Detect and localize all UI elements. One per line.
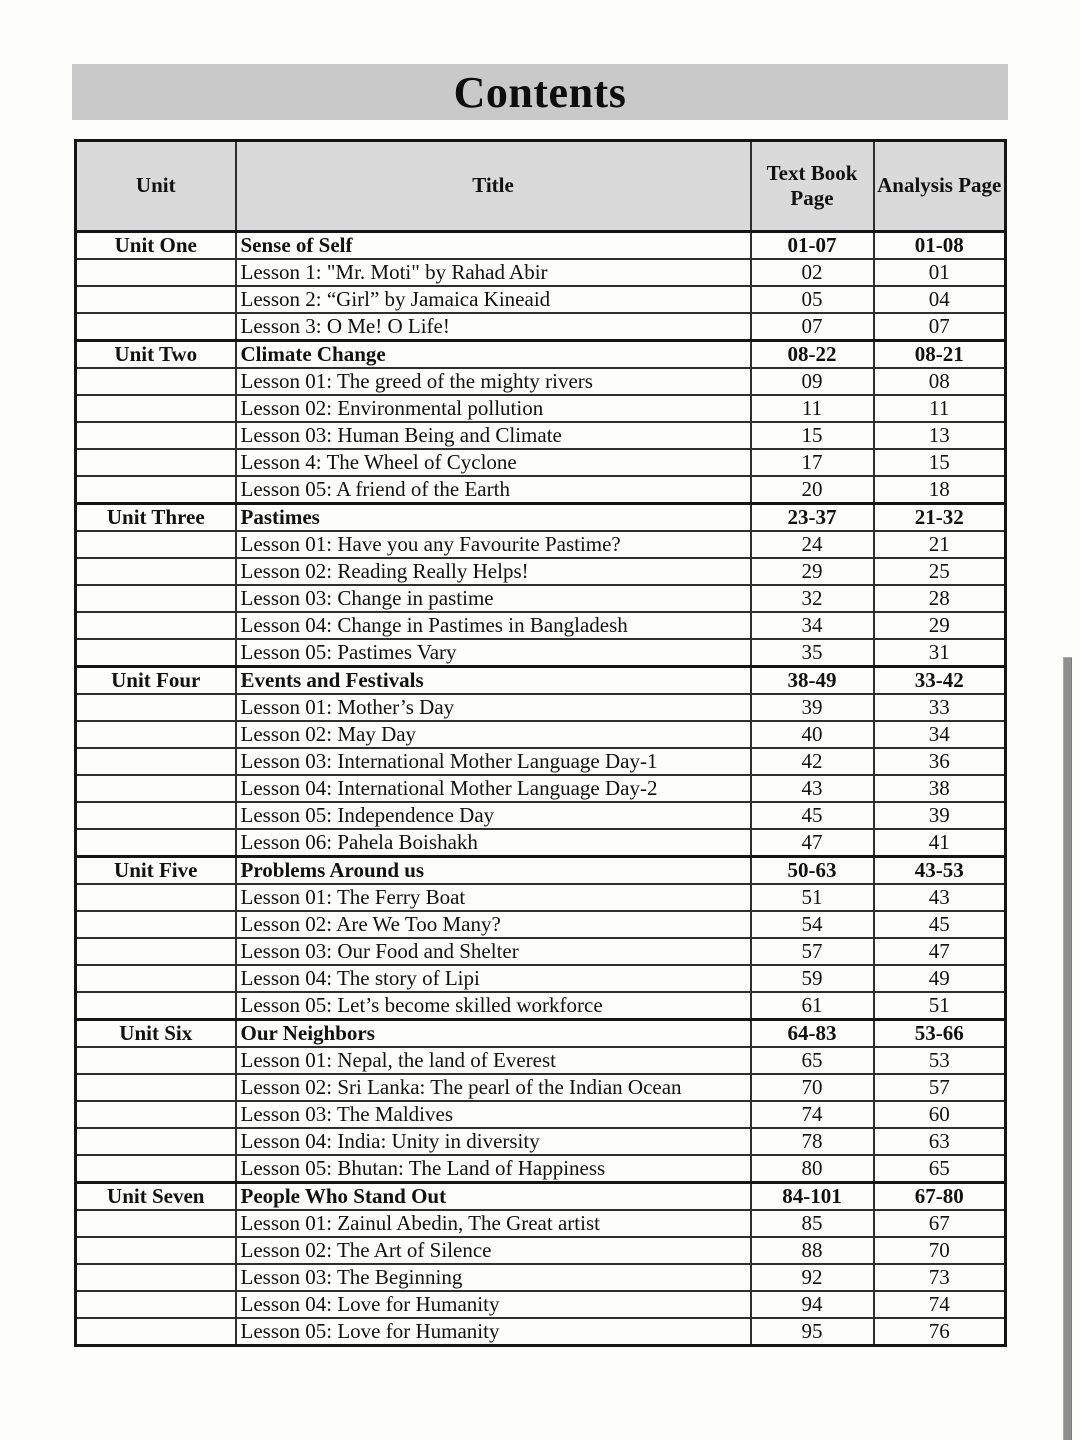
unit-row (76, 1183, 1006, 1211)
unit-name-cell-empty (76, 476, 236, 504)
lesson-analysis-page-cell: 04 (874, 286, 1006, 313)
unit-title-cell: Pastimes (236, 504, 751, 532)
lesson-analysis-page-cell: 28 (874, 585, 1006, 612)
lesson-row (76, 259, 1006, 286)
unit-name-cell-empty (76, 938, 236, 965)
lesson-analysis-page-cell: 73 (874, 1264, 1006, 1291)
lesson-row (76, 1128, 1006, 1155)
lesson-row (76, 286, 1006, 313)
unit-analysis-page-cell: 08-21 (874, 341, 1006, 369)
contents-table (74, 139, 1007, 1347)
lesson-analysis-page-cell: 07 (874, 313, 1006, 341)
lesson-title-cell: Lesson 02: Sri Lanka: The pearl of the Indian Ocean (236, 1074, 751, 1101)
lesson-analysis-page-cell: 51 (874, 992, 1006, 1020)
unit-row (76, 857, 1006, 885)
lesson-analysis-page-cell: 41 (874, 829, 1006, 857)
lesson-title-cell: Lesson 02: May Day (236, 721, 751, 748)
lesson-row (76, 694, 1006, 721)
lesson-row (76, 911, 1006, 938)
lesson-analysis-page-cell: 53 (874, 1047, 1006, 1074)
lesson-analysis-page-cell: 63 (874, 1128, 1006, 1155)
lesson-title-cell: Lesson 02: The Art of Silence (236, 1237, 751, 1264)
unit-analysis-page-cell: 53-66 (874, 1020, 1006, 1048)
lesson-textbook-page-cell: 85 (751, 1210, 874, 1237)
lesson-textbook-page-cell: 45 (751, 802, 874, 829)
lesson-title-cell: Lesson 01: Nepal, the land of Everest (236, 1047, 751, 1074)
unit-textbook-page-cell: 38-49 (751, 667, 874, 695)
unit-textbook-page-cell: 23-37 (751, 504, 874, 532)
unit-name-cell-empty (76, 829, 236, 857)
lesson-row (76, 531, 1006, 558)
lesson-title-cell: Lesson 01: Have you any Favourite Pastime? (236, 531, 751, 558)
lesson-row (76, 938, 1006, 965)
lesson-row (76, 829, 1006, 857)
lesson-analysis-page-cell: 34 (874, 721, 1006, 748)
contents-table-body (76, 232, 1006, 1346)
lesson-textbook-page-cell: 78 (751, 1128, 874, 1155)
lesson-analysis-page-cell: 70 (874, 1237, 1006, 1264)
column-header-text-book-page: Text Book Page (751, 141, 874, 232)
unit-analysis-page-cell: 67-80 (874, 1183, 1006, 1211)
lesson-analysis-page-cell: 47 (874, 938, 1006, 965)
lesson-textbook-page-cell: 54 (751, 911, 874, 938)
unit-textbook-page-cell: 84-101 (751, 1183, 874, 1211)
lesson-textbook-page-cell: 94 (751, 1291, 874, 1318)
unit-title-cell: Climate Change (236, 341, 751, 369)
lesson-row (76, 639, 1006, 667)
lesson-row (76, 1210, 1006, 1237)
lesson-title-cell: Lesson 01: Zainul Abedin, The Great artist (236, 1210, 751, 1237)
lesson-textbook-page-cell: 51 (751, 884, 874, 911)
lesson-title-cell: Lesson 03: Our Food and Shelter (236, 938, 751, 965)
unit-textbook-page-cell: 01-07 (751, 232, 874, 260)
lesson-title-cell: Lesson 03: The Maldives (236, 1101, 751, 1128)
lesson-analysis-page-cell: 36 (874, 748, 1006, 775)
lesson-title-cell: Lesson 05: Pastimes Vary (236, 639, 751, 667)
unit-row (76, 232, 1006, 260)
lesson-row (76, 1155, 1006, 1183)
lesson-analysis-page-cell: 74 (874, 1291, 1006, 1318)
unit-name-cell-empty (76, 449, 236, 476)
lesson-row (76, 449, 1006, 476)
unit-name-cell-empty (76, 531, 236, 558)
lesson-title-cell: Lesson 04: The story of Lipi (236, 965, 751, 992)
lesson-title-cell: Lesson 03: The Beginning (236, 1264, 751, 1291)
unit-row (76, 504, 1006, 532)
unit-analysis-page-cell: 43-53 (874, 857, 1006, 885)
lesson-row (76, 1047, 1006, 1074)
lesson-title-cell: Lesson 03: International Mother Language Day-1 (236, 748, 751, 775)
lesson-title-cell: Lesson 04: India: Unity in diversity (236, 1128, 751, 1155)
lesson-row (76, 1318, 1006, 1346)
lesson-row (76, 992, 1006, 1020)
lesson-row (76, 965, 1006, 992)
unit-analysis-page-cell: 01-08 (874, 232, 1006, 260)
unit-name-cell: Unit Four (76, 667, 236, 695)
unit-name-cell-empty (76, 395, 236, 422)
lesson-analysis-page-cell: 39 (874, 802, 1006, 829)
lesson-title-cell: Lesson 03: Human Being and Climate (236, 422, 751, 449)
lesson-analysis-page-cell: 31 (874, 639, 1006, 667)
lesson-title-cell: Lesson 3: O Me! O Life! (236, 313, 751, 341)
unit-textbook-page-cell: 50-63 (751, 857, 874, 885)
lesson-textbook-page-cell: 07 (751, 313, 874, 341)
unit-name-cell-empty (76, 775, 236, 802)
lesson-textbook-page-cell: 35 (751, 639, 874, 667)
lesson-analysis-page-cell: 33 (874, 694, 1006, 721)
lesson-row (76, 313, 1006, 341)
lesson-analysis-page-cell: 57 (874, 1074, 1006, 1101)
lesson-row (76, 748, 1006, 775)
lesson-row (76, 1291, 1006, 1318)
lesson-title-cell: Lesson 05: Independence Day (236, 802, 751, 829)
lesson-textbook-page-cell: 09 (751, 368, 874, 395)
lesson-textbook-page-cell: 70 (751, 1074, 874, 1101)
unit-name-cell-empty (76, 286, 236, 313)
column-header-unit: Unit (76, 141, 236, 232)
lesson-row (76, 1101, 1006, 1128)
lesson-row (76, 775, 1006, 802)
unit-name-cell-empty (76, 694, 236, 721)
lesson-analysis-page-cell: 60 (874, 1101, 1006, 1128)
unit-name-cell: Unit Three (76, 504, 236, 532)
lesson-title-cell: Lesson 05: Let’s become skilled workforce (236, 992, 751, 1020)
unit-textbook-page-cell: 08-22 (751, 341, 874, 369)
lesson-analysis-page-cell: 01 (874, 259, 1006, 286)
unit-name-cell: Unit Six (76, 1020, 236, 1048)
unit-name-cell-empty (76, 585, 236, 612)
lesson-analysis-page-cell: 18 (874, 476, 1006, 504)
lesson-textbook-page-cell: 80 (751, 1155, 874, 1183)
lesson-title-cell: Lesson 01: The Ferry Boat (236, 884, 751, 911)
lesson-textbook-page-cell: 95 (751, 1318, 874, 1346)
lesson-row (76, 395, 1006, 422)
lesson-textbook-page-cell: 02 (751, 259, 874, 286)
lesson-title-cell: Lesson 06: Pahela Boishakh (236, 829, 751, 857)
unit-name-cell-empty (76, 721, 236, 748)
unit-row (76, 667, 1006, 695)
lesson-analysis-page-cell: 38 (874, 775, 1006, 802)
unit-name-cell: Unit Five (76, 857, 236, 885)
lesson-textbook-page-cell: 17 (751, 449, 874, 476)
lesson-textbook-page-cell: 57 (751, 938, 874, 965)
unit-name-cell-empty (76, 884, 236, 911)
lesson-analysis-page-cell: 08 (874, 368, 1006, 395)
lesson-row (76, 368, 1006, 395)
unit-name-cell-empty (76, 368, 236, 395)
lesson-row (76, 558, 1006, 585)
unit-name-cell-empty (76, 965, 236, 992)
unit-name-cell-empty (76, 1128, 236, 1155)
lesson-analysis-page-cell: 45 (874, 911, 1006, 938)
column-header-title: Title (236, 141, 751, 232)
lesson-analysis-page-cell: 43 (874, 884, 1006, 911)
lesson-analysis-page-cell: 29 (874, 612, 1006, 639)
lesson-textbook-page-cell: 65 (751, 1047, 874, 1074)
unit-name-cell-empty (76, 1264, 236, 1291)
unit-title-cell: Sense of Self (236, 232, 751, 260)
lesson-title-cell: Lesson 05: A friend of the Earth (236, 476, 751, 504)
lesson-title-cell: Lesson 04: International Mother Language Day-2 (236, 775, 751, 802)
unit-name-cell: Unit One (76, 232, 236, 260)
lesson-textbook-page-cell: 11 (751, 395, 874, 422)
lesson-textbook-page-cell: 59 (751, 965, 874, 992)
lesson-row (76, 585, 1006, 612)
lesson-title-cell: Lesson 02: Are We Too Many? (236, 911, 751, 938)
lesson-title-cell: Lesson 04: Change in Pastimes in Bangladesh (236, 612, 751, 639)
lesson-row (76, 721, 1006, 748)
unit-title-cell: Events and Festivals (236, 667, 751, 695)
lesson-textbook-page-cell: 39 (751, 694, 874, 721)
column-header-analysis-page: Analysis Page (874, 141, 1006, 232)
lesson-title-cell: Lesson 05: Love for Humanity (236, 1318, 751, 1346)
unit-name-cell-empty (76, 1074, 236, 1101)
unit-name-cell-empty (76, 612, 236, 639)
unit-name-cell-empty (76, 992, 236, 1020)
lesson-title-cell: Lesson 01: The greed of the mighty rivers (236, 368, 751, 395)
unit-name-cell-empty (76, 1237, 236, 1264)
unit-name-cell: Unit Two (76, 341, 236, 369)
unit-textbook-page-cell: 64-83 (751, 1020, 874, 1048)
lesson-row (76, 1237, 1006, 1264)
lesson-textbook-page-cell: 40 (751, 721, 874, 748)
unit-analysis-page-cell: 33-42 (874, 667, 1006, 695)
unit-name-cell-empty (76, 422, 236, 449)
lesson-textbook-page-cell: 34 (751, 612, 874, 639)
lesson-analysis-page-cell: 25 (874, 558, 1006, 585)
lesson-analysis-page-cell: 49 (874, 965, 1006, 992)
lesson-title-cell: Lesson 03: Change in pastime (236, 585, 751, 612)
lesson-analysis-page-cell: 15 (874, 449, 1006, 476)
lesson-row (76, 422, 1006, 449)
lesson-analysis-page-cell: 21 (874, 531, 1006, 558)
lesson-row (76, 612, 1006, 639)
unit-name-cell-empty (76, 1291, 236, 1318)
unit-name-cell: Unit Seven (76, 1183, 236, 1211)
unit-name-cell-empty (76, 802, 236, 829)
scrollbar-thumb[interactable] (1063, 657, 1072, 1440)
unit-title-cell: Problems Around us (236, 857, 751, 885)
unit-title-cell: Our Neighbors (236, 1020, 751, 1048)
lesson-textbook-page-cell: 92 (751, 1264, 874, 1291)
unit-row (76, 1020, 1006, 1048)
unit-name-cell-empty (76, 259, 236, 286)
lesson-analysis-page-cell: 67 (874, 1210, 1006, 1237)
lesson-title-cell: Lesson 05: Bhutan: The Land of Happiness (236, 1155, 751, 1183)
lesson-textbook-page-cell: 32 (751, 585, 874, 612)
lesson-analysis-page-cell: 76 (874, 1318, 1006, 1346)
lesson-title-cell: Lesson 01: Mother’s Day (236, 694, 751, 721)
lesson-textbook-page-cell: 29 (751, 558, 874, 585)
unit-name-cell-empty (76, 1155, 236, 1183)
page-title: Contents (453, 67, 627, 117)
unit-name-cell-empty (76, 1318, 236, 1346)
lesson-textbook-page-cell: 47 (751, 829, 874, 857)
unit-name-cell-empty (76, 1047, 236, 1074)
lesson-textbook-page-cell: 43 (751, 775, 874, 802)
lesson-textbook-page-cell: 20 (751, 476, 874, 504)
unit-name-cell-empty (76, 1210, 236, 1237)
lesson-analysis-page-cell: 65 (874, 1155, 1006, 1183)
table-header-row (76, 141, 1006, 232)
lesson-analysis-page-cell: 11 (874, 395, 1006, 422)
contents-banner (72, 64, 1008, 120)
unit-name-cell-empty (76, 639, 236, 667)
lesson-row (76, 1074, 1006, 1101)
lesson-row (76, 476, 1006, 504)
lesson-textbook-page-cell: 42 (751, 748, 874, 775)
unit-title-cell: People Who Stand Out (236, 1183, 751, 1211)
lesson-title-cell: Lesson 02: Reading Really Helps! (236, 558, 751, 585)
unit-row (76, 341, 1006, 369)
lesson-title-cell: Lesson 1: "Mr. Moti" by Rahad Abir (236, 259, 751, 286)
lesson-row (76, 1264, 1006, 1291)
unit-name-cell-empty (76, 313, 236, 341)
unit-name-cell-empty (76, 1101, 236, 1128)
lesson-textbook-page-cell: 24 (751, 531, 874, 558)
lesson-row (76, 802, 1006, 829)
lesson-analysis-page-cell: 13 (874, 422, 1006, 449)
lesson-textbook-page-cell: 61 (751, 992, 874, 1020)
unit-name-cell-empty (76, 911, 236, 938)
lesson-title-cell: Lesson 2: “Girl” by Jamaica Kineaid (236, 286, 751, 313)
lesson-textbook-page-cell: 05 (751, 286, 874, 313)
unit-name-cell-empty (76, 558, 236, 585)
lesson-row (76, 884, 1006, 911)
lesson-textbook-page-cell: 88 (751, 1237, 874, 1264)
lesson-textbook-page-cell: 15 (751, 422, 874, 449)
unit-analysis-page-cell: 21-32 (874, 504, 1006, 532)
unit-name-cell-empty (76, 748, 236, 775)
lesson-title-cell: Lesson 02: Environmental pollution (236, 395, 751, 422)
lesson-textbook-page-cell: 74 (751, 1101, 874, 1128)
lesson-title-cell: Lesson 4: The Wheel of Cyclone (236, 449, 751, 476)
lesson-title-cell: Lesson 04: Love for Humanity (236, 1291, 751, 1318)
